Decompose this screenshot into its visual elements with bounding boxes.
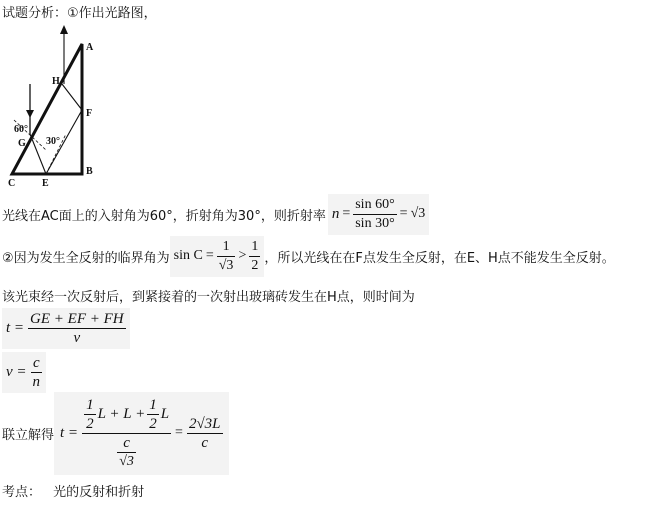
header-text: 试题分析：①作出光路图， [2, 6, 157, 21]
light-path-diagram [0, 22, 120, 192]
footer [2, 481, 144, 500]
label-a: A [86, 42, 94, 53]
time-formula: t = $\frac{GE + EF + FH}{v}$ [2, 308, 130, 349]
solution-line: 联立解得 t = $\frac{1}{2}$ L + L + $\frac{1}{2}$ L $\frac{c}{√3}$ = $\frac{2√3L}{c}$ [2, 393, 229, 473]
solution-formula: t = $\frac{1}{2}$ L + L + $\frac{1}{2}$ L $\frac{c}{√3}$ = $\frac{2√3L}{c}$ [54, 392, 229, 475]
label-h: H [52, 76, 60, 87]
footer-text: 光的反射和折射 [53, 485, 145, 500]
ray-g-e [30, 134, 46, 174]
label-b: B [86, 166, 93, 177]
footer-label: 考点： [2, 485, 42, 500]
line1-text: 光线在AC面上的入射角为60°，折射角为30°，则折射率 [2, 208, 326, 224]
angle-30-label: 30° [46, 136, 60, 147]
angle-60-label: 60° [14, 124, 28, 135]
time-intro-line: 该光束经一次反射后，到紧接着的一次射出玻璃砖发生在H点，则时间为 [2, 290, 415, 305]
triangle-abc [12, 44, 82, 174]
critical-angle-line: ②因为发生全反射的临界角为 sin C = $\frac{1}{√3}$ > $\frac{1}{2}$ ，所以光线在在F点发生全反射，在E、H点不能发生全反射。 [2, 236, 615, 276]
label-e: E [42, 178, 49, 189]
label-f: F [86, 108, 93, 119]
ray-f-h [62, 84, 82, 110]
label-g: G [18, 138, 26, 149]
refractive-index-formula: n = $\frac{\sin 60^\circ}{\sin 30^\circ}$ = √3 [328, 194, 429, 235]
critical-angle-formula: sin C = $\frac{1}{√3}$ > $\frac{1}{2}$ [170, 236, 265, 277]
refraction-line [2, 196, 429, 231]
velocity-formula: v = $\frac{c}{n}$ [2, 352, 46, 393]
label-c: C [8, 178, 16, 189]
